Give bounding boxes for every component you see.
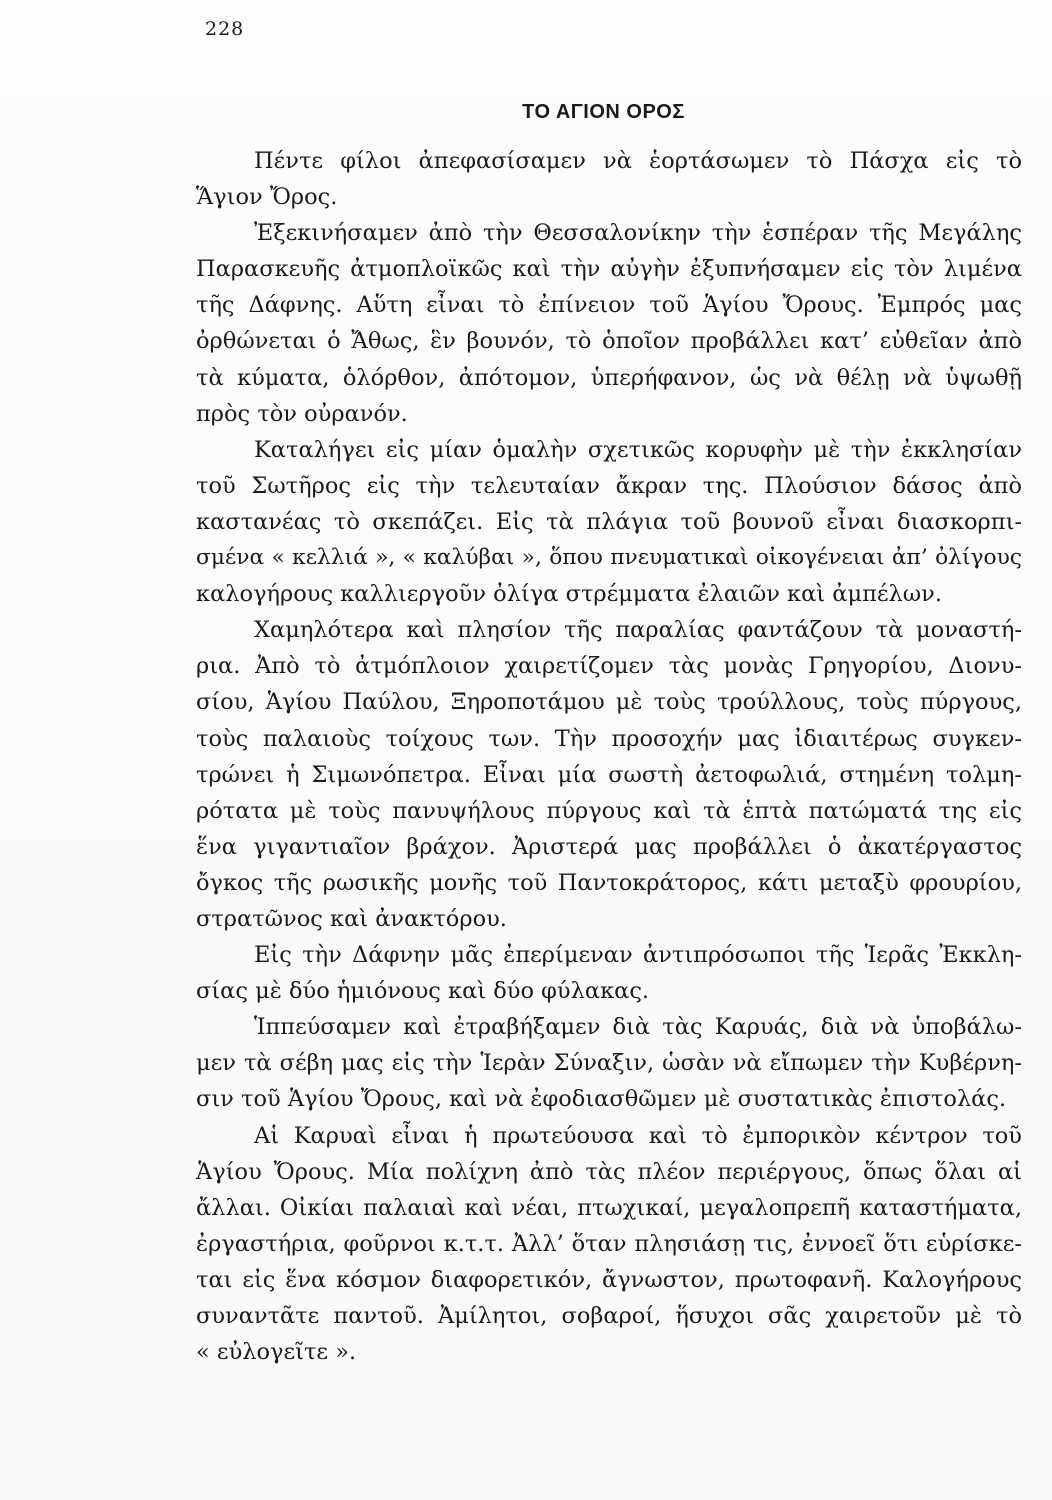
text-line: καστανέας τὸ σκεπάζει. Εἰς τὰ πλάγια τοῦ βουνοῦ εἶναι διασκορπι- [196, 508, 1022, 535]
text-line: ρότατα μὲ τοὺς πανυψήλους πύργους καὶ τὰ ἑπτὰ πατώματά της εἰς [196, 797, 1022, 824]
body-text [196, 143, 1022, 1370]
text-line: τοὺς παλαιοὺς τοίχους των. Τὴν προσοχήν μας ἰδιαιτέρως συγκεν- [196, 725, 1022, 752]
text-line: Πέντε φίλοι ἀπεφασίσαμεν νὰ ἑορτάσωμεν τὸ Πάσχα εἰς τὸ [254, 148, 1022, 174]
text-line: ὀρθώνεται ὁ Ἄθως, ἓν βουνόν, τὸ ὁποῖον προβάλλει κατ’ εὐθεῖαν ἀπὸ [196, 328, 1022, 355]
text-line: τὰ κύματα, ὁλόρθον, ἀπότομον, ὑπερήφανον, ὡς νὰ θέλῃ νὰ ὑψωθῇ [196, 364, 1022, 391]
text-line: τρώνει ἡ Σιμωνόπετρα. Εἶναι μία σωστὴ ἀετοφωλιά, στημένη τολμη- [196, 761, 1022, 788]
text-line: Ἁγίου Ὄρους. Μία πολίχνη ἀπὸ τὰς πλέον περιέργους, ὅπως ὅλαι αἱ [196, 1158, 1022, 1185]
text-line: « εὐλογεῖτε ». [196, 1339, 357, 1366]
text-line: τοῦ Σωτῆρος εἰς τὴν τελευταίαν ἄκραν της. Πλούσιον δάσος ἀπὸ [196, 472, 1022, 499]
text-line: ται εἰς ἕνα κόσμον διαφορετικόν, ἄγνωστον, πρωτοφανῆ. Καλογήρους [196, 1266, 1022, 1293]
text-line: μεν τὰ σέβη μας εἰς τὴν Ἱερὰν Σύναξιν, ὡσὰν νὰ εἴπωμεν τὴν Κυβέρνη- [196, 1050, 1022, 1077]
text-line: καλογήρους καλλιεργοῦν ὀλίγα στρέμματα ἐλαιῶν καὶ ἀμπέλων. [196, 581, 942, 608]
text-line: ἄλλαι. Οἰκίαι παλαιαὶ καὶ νέαι, πτωχικαί, μεγαλοπρεπῆ καταστήματα, [196, 1194, 1022, 1221]
text-line: σμένα « κελλιά », « καλύβαι », ὅπου πνευματικαὶ οἰκογένειαι ἀπ’ ὀλίγους [196, 545, 1022, 571]
text-line: Ἐξεκινήσαμεν ἀπὸ τὴν Θεσσαλονίκην τὴν ἑσπέραν τῆς Μεγάλης [254, 220, 1022, 247]
text-line: τῆς Δάφνης. Αὕτη εἶναι τὸ ἐπίνειον τοῦ Ἁγίου Ὄρους. Ἐμπρός μας [196, 292, 1022, 319]
text-line: Καταλήγει εἰς μίαν ὁμαλὴν σχετικῶς κορυφὴν μὲ τὴν ἐκκλησίαν [254, 436, 1022, 463]
text-line: ρια. Ἀπὸ τὸ ἀτμόπλοιον χαιρετίζομεν τὰς μονὰς Γρηγορίου, Διονυ- [196, 653, 1022, 680]
text-line: Ἅγιον Ὄρος. [196, 184, 338, 211]
chapter-title: ΤΟ ΑΓΙΟΝ ΟΡΟΣ [522, 101, 685, 123]
text-line: ἐργαστήρια, φοῦρνοι κ.τ.τ. Ἀλλ’ ὅταν πλησιάσῃ τις, ἐννοεῖ ὅτι εὑρίσκε- [196, 1230, 1022, 1257]
text-line: ὄγκος τῆς ρωσικῆς μονῆς τοῦ Παντοκράτορος, κάτι μεταξὺ φρουρίου, [196, 869, 1022, 896]
text-line: Παρασκευῆς ἀτμοπλοϊκῶς καὶ τὴν αὐγὴν ἐξυπνήσαμεν εἰς τὸν λιμένα [196, 256, 1022, 283]
text-line: στρατῶνος καὶ ἀνακτόρου. [196, 905, 507, 932]
text-line: σίου, Ἁγίου Παύλου, Ξηροποτάμου μὲ τοὺς τρούλλους, τοὺς πύργους, [196, 689, 1022, 716]
text-line: Χαμηλότερα καὶ πλησίον τῆς παραλίας φαντάζουν τὰ μοναστή- [254, 617, 1022, 644]
text-line: σίας μὲ δύο ἡμιόνους καὶ δύο φύλακας. [196, 978, 650, 1005]
text-line: Αἱ Καρυαὶ εἶναι ἡ πρωτεύουσα καὶ τὸ ἐμπορικὸν κέντρον τοῦ [254, 1122, 1022, 1149]
text-line: ἕνα γιγαντιαῖον βράχον. Ἀριστερά μας προβάλλει ὁ ἀκατέργαστος [196, 833, 1022, 860]
text-line: συναντᾶτε παντοῦ. Ἀμίλητοι, σοβαροί, ἥσυχοι σᾶς χαιρετοῦν μὲ τὸ [196, 1303, 1022, 1329]
text-line: Εἰς τὴν Δάφνην μᾶς ἐπερίμεναν ἀντιπρόσωποι τῆς Ἱερᾶς Ἐκκλη- [254, 942, 1022, 969]
text-line: Ἱππεύσαμεν καὶ ἐτραβήξαμεν διὰ τὰς Καρυάς, διὰ νὰ ὑποβάλω- [254, 1014, 1022, 1041]
text-line: πρὸς τὸν οὐρανόν. [196, 400, 408, 427]
text-line: σιν τοῦ Ἁγίου Ὄρους, καὶ νὰ ἐφοδιασθῶμεν μὲ συστατικὰς ἐπιστολάς. [196, 1086, 1007, 1113]
page-number: 228 [205, 18, 245, 40]
